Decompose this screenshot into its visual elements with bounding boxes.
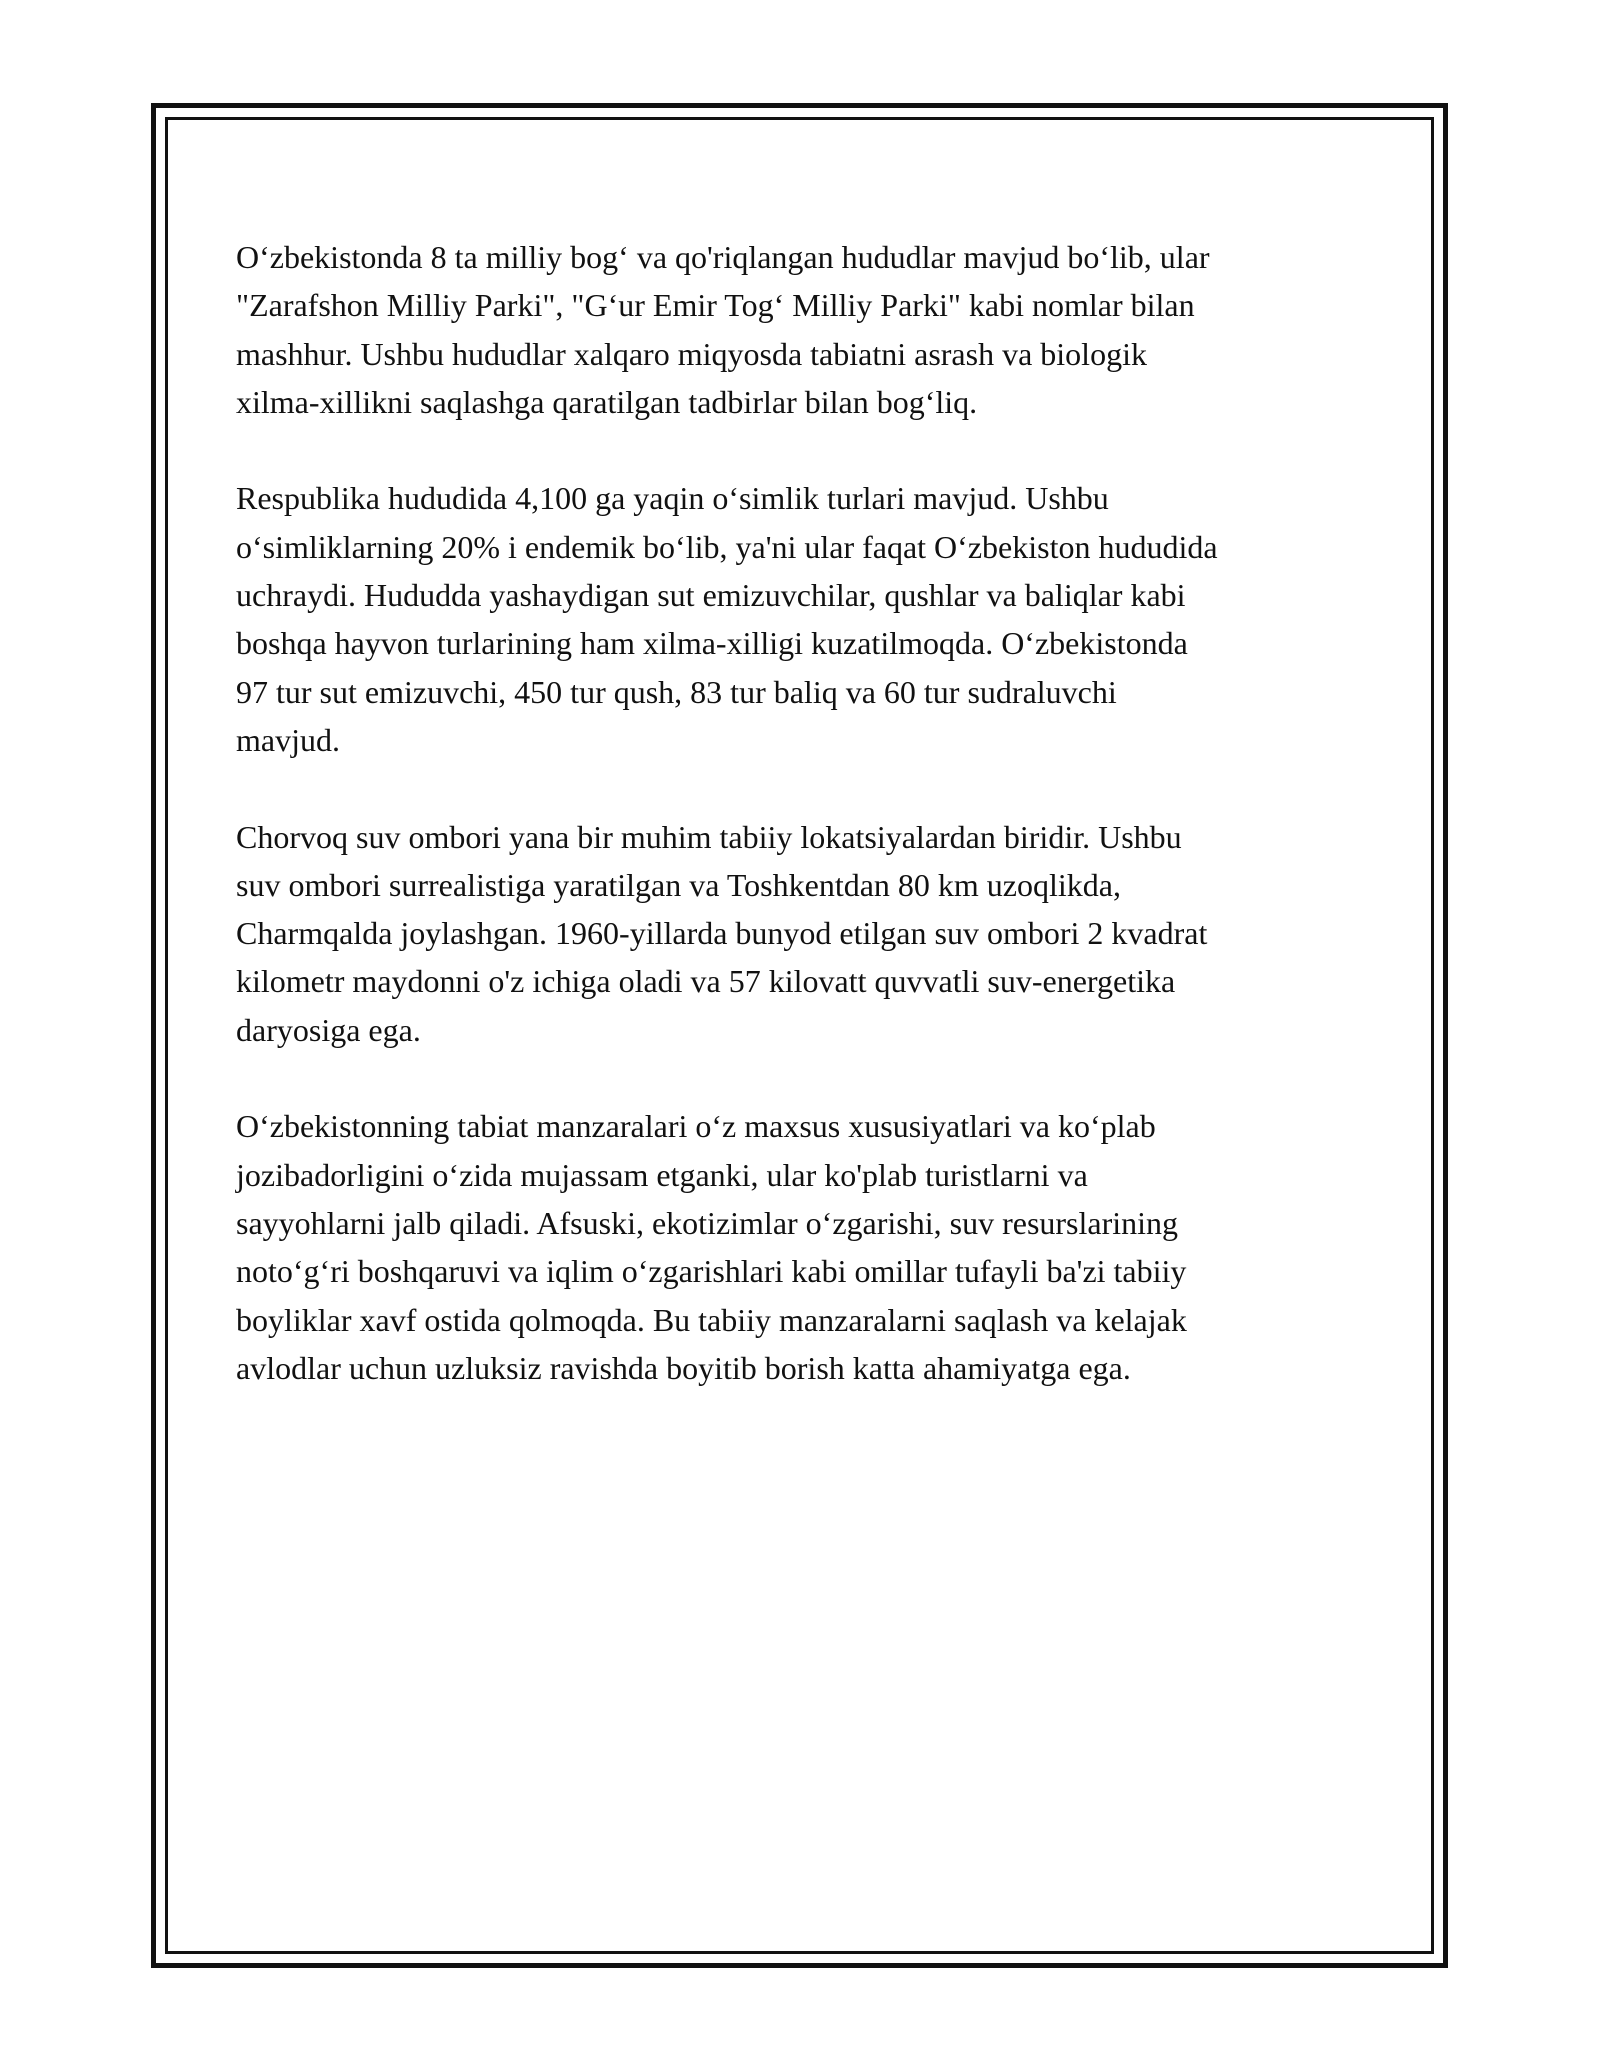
text-line: boyliklar xavf ostida qolmoqda. Bu tabiiy manzaralarni saqlash va kelajak bbox=[236, 1301, 1187, 1338]
text-line: Chorvoq suv ombori yana bir muhim tabiiy lokatsiyalardan biridir. Ushbu bbox=[236, 818, 1182, 855]
text-line: Charmqalda joylashgan. 1960-yillarda bunyod etilgan suv ombori 2 kvadrat bbox=[236, 915, 1208, 952]
text-line: jozibadorligini o‘zida mujassam etganki, ular ko'plab turistlarni va bbox=[236, 1156, 1088, 1193]
text-line: uchraydi. Hududda yashaydigan sut emizuvchilar, qushlar va baliqlar kabi bbox=[236, 577, 1186, 614]
text-line: noto‘g‘ri boshqaruvi va iqlim o‘zgarishlari kabi omillar tufayli ba'zi tabiiy bbox=[236, 1253, 1187, 1290]
text-line: xilma-xillikni saqlashga qaratilgan tadbirlar bilan bog‘liq. bbox=[236, 383, 978, 420]
text-line: boshqa hayvon turlarining ham xilma-xilligi kuzatilmoqda. O‘zbekistonda bbox=[236, 625, 1188, 662]
text-line: daryosiga ega. bbox=[236, 1011, 421, 1048]
paragraph-national-parks bbox=[236, 233, 1376, 426]
text-line: sayyohlarni jalb qiladi. Afsuski, ekotizimlar o‘zgarishi, suv resurslarining bbox=[236, 1204, 1179, 1241]
text-line: mashhur. Ushbu hududlar xalqaro miqyosda tabiatni asrash va biologik bbox=[236, 335, 1147, 372]
paragraph-biodiversity bbox=[236, 474, 1376, 764]
text-line: O‘zbekistonda 8 ta milliy bog‘ va qo'riqlangan hududlar mavjud bo‘lib, ular bbox=[236, 239, 1210, 275]
text-line: avlodlar uchun uzluksiz ravishda boyitib borish katta ahamiyatga ega. bbox=[236, 1349, 1131, 1386]
text-line: kilometr maydonni o'z ichiga oladi va 57 kilovatt quvvatli suv-energetika bbox=[236, 963, 1176, 1000]
document-body bbox=[236, 233, 1376, 1440]
text-line: o‘simliklarning 20% i endemik bo‘lib, ya'ni ular faqat O‘zbekiston hududida bbox=[236, 528, 1218, 565]
text-line: mavjud. bbox=[236, 721, 340, 758]
paragraph-landscapes bbox=[236, 1102, 1376, 1392]
text-line: "Zarafshon Milliy Parki", "G‘ur Emir Tog‘ Milliy Parki" kabi nomlar bilan bbox=[236, 287, 1195, 324]
text-line: Respublika hududida 4,100 ga yaqin o‘simlik turlari mavjud. Ushbu bbox=[236, 480, 1109, 517]
paragraph-chorvoq-reservoir bbox=[236, 813, 1376, 1054]
text-line: suv ombori surrealistiga yaratilgan va Toshkentdan 80 km uzoqlikda, bbox=[236, 866, 1121, 903]
text-line: O‘zbekistonning tabiat manzaralari o‘z maxsus xususiyatlari va ko‘plab bbox=[236, 1108, 1156, 1145]
text-line: 97 tur sut emizuvchi, 450 tur qush, 83 tur baliq va 60 tur sudraluvchi bbox=[236, 673, 1117, 710]
